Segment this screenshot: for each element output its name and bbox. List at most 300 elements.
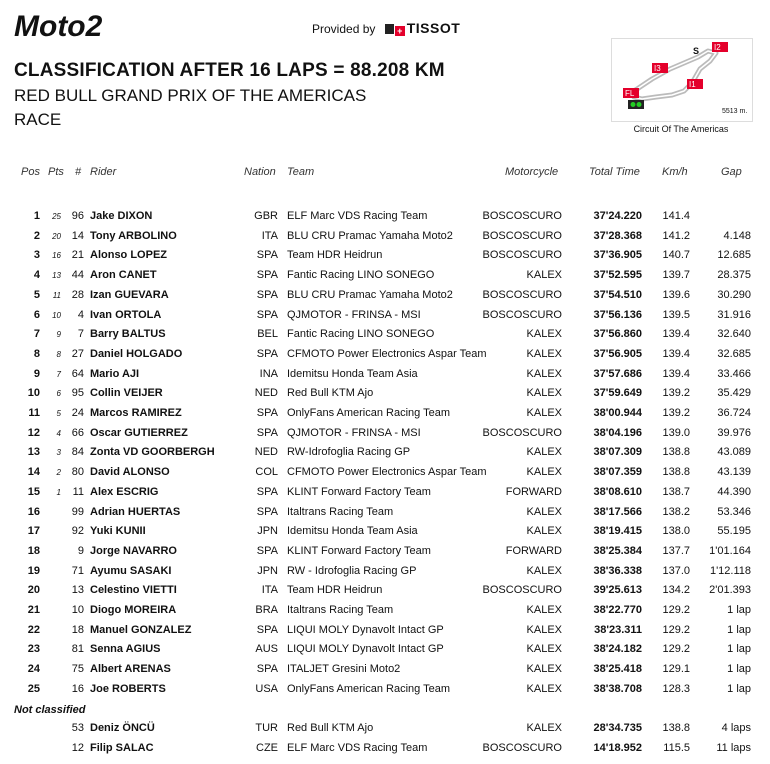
- nation-cell: SPA: [256, 308, 278, 321]
- speed-cell: 139.5: [662, 308, 690, 321]
- speed-cell: 128.3: [662, 682, 690, 695]
- motorcycle-cell: BOSCOSCURO: [482, 229, 562, 242]
- table-header: [0, 166, 770, 180]
- gap-cell: 1'01.164: [709, 544, 751, 557]
- table-row: [0, 427, 770, 446]
- provided-by: Provided by + TISSOT: [312, 20, 461, 36]
- table-row: [0, 663, 770, 682]
- table-row: [0, 624, 770, 643]
- time-cell: 37'56.905: [593, 347, 642, 360]
- team-cell: BLU CRU Pramac Yamaha Moto2: [287, 288, 453, 301]
- svg-text:FL: FL: [625, 89, 635, 98]
- team-cell: Red Bull KTM Ajo: [287, 387, 374, 400]
- speed-cell: 129.1: [662, 663, 690, 676]
- table-row: [0, 446, 770, 465]
- motorcycle-cell: KALEX: [526, 722, 562, 734]
- rider-cell: Celestino VIETTI: [90, 584, 177, 597]
- speed-cell: 138.8: [662, 466, 690, 479]
- rider-cell: Daniel HOLGADO: [90, 347, 183, 360]
- number-cell: 18: [71, 623, 84, 636]
- speed-cell: 138.7: [662, 485, 690, 498]
- time-cell: 38'07.359: [593, 466, 642, 479]
- gap-cell: 43.139: [717, 466, 751, 479]
- sponsor-name: TISSOT: [406, 20, 461, 36]
- gap-cell: 28.375: [717, 269, 751, 282]
- motorcycle-cell: KALEX: [526, 604, 562, 616]
- position-cell: 3: [33, 249, 40, 262]
- motorcycle-cell: BOSCOSCURO: [482, 210, 562, 222]
- points-cell: 20: [52, 231, 61, 241]
- time-cell: 38'08.610: [593, 485, 642, 498]
- gap-cell: 12.685: [717, 249, 751, 262]
- col-rider: Rider: [90, 166, 117, 178]
- team-cell: QJMOTOR - FRINSA - MSI: [287, 308, 421, 321]
- team-cell: BLU CRU Pramac Yamaha Moto2: [287, 229, 453, 242]
- motorcycle-cell: KALEX: [526, 525, 562, 538]
- svg-text:I2: I2: [714, 43, 721, 52]
- gap-cell: 1 lap: [727, 643, 751, 656]
- team-cell: Team HDR Heidrun: [287, 584, 383, 597]
- speed-cell: 139.4: [662, 347, 690, 360]
- motorcycle-cell: BOSCOSCURO: [482, 584, 562, 597]
- number-cell: 28: [71, 288, 84, 301]
- points-cell: 25: [52, 212, 61, 221]
- number-cell: 16: [71, 682, 84, 695]
- points-cell: 4: [56, 428, 61, 438]
- speed-cell: 139.6: [662, 288, 690, 301]
- table-row: [0, 368, 770, 387]
- speed-cell: 139.2: [662, 407, 690, 419]
- table-row: [0, 604, 770, 623]
- time-cell: 38'25.418: [593, 663, 642, 676]
- rider-cell: Izan GUEVARA: [90, 288, 169, 301]
- nation-cell: SPA: [256, 269, 278, 282]
- gap-cell: 1 lap: [727, 623, 751, 636]
- col-team: Team: [287, 166, 315, 178]
- position-cell: 23: [27, 643, 40, 656]
- points-cell: 6: [56, 389, 61, 399]
- gap-cell: 35.429: [717, 387, 751, 400]
- speed-cell: 141.4: [662, 210, 690, 222]
- team-cell: RW - Idrofoglia Racing GP: [287, 564, 417, 577]
- nation-cell: AUS: [255, 643, 278, 656]
- nation-cell: ITA: [261, 229, 278, 242]
- gap-cell: 43.089: [717, 446, 751, 459]
- number-cell: 75: [71, 663, 84, 676]
- nation-cell: JPN: [257, 525, 278, 538]
- gap-cell: 4 laps: [721, 722, 751, 734]
- motorcycle-cell: KALEX: [526, 387, 562, 400]
- col-time: Total Time: [589, 166, 640, 178]
- not-classified-row: [0, 722, 770, 741]
- position-cell: 19: [27, 564, 40, 577]
- nation-cell: COL: [255, 466, 278, 479]
- team-cell: Italtrans Racing Team: [287, 604, 394, 616]
- number-cell: 14: [71, 229, 84, 242]
- team-cell: QJMOTOR - FRINSA - MSI: [287, 426, 421, 439]
- nation-cell: SPA: [256, 249, 278, 262]
- motorcycle-cell: BOSCOSCURO: [482, 426, 562, 439]
- team-cell: Fantic Racing LINO SONEGO: [287, 328, 435, 341]
- time-cell: 38'07.309: [593, 446, 642, 459]
- gap-cell: 1 lap: [727, 663, 751, 676]
- motorcycle-cell: FORWARD: [505, 485, 562, 498]
- rider-cell: Ivan ORTOLA: [90, 308, 162, 321]
- team-cell: Team HDR Heidrun: [287, 249, 383, 262]
- number-cell: 99: [71, 505, 84, 518]
- motorcycle-cell: KALEX: [526, 446, 562, 459]
- motorcycle-cell: KALEX: [526, 328, 562, 341]
- speed-cell: 139.4: [662, 367, 690, 380]
- motorcycle-cell: BOSCOSCURO: [482, 741, 562, 754]
- rider-cell: Ayumu SASAKI: [90, 564, 172, 577]
- position-cell: 21: [27, 604, 40, 616]
- table-row: [0, 348, 770, 367]
- time-cell: 37'54.510: [593, 288, 642, 301]
- number-cell: 95: [71, 387, 84, 400]
- motorcycle-cell: KALEX: [526, 505, 562, 518]
- page-title: CLASSIFICATION AFTER 16 LAPS = 88.208 KM: [14, 60, 445, 81]
- circuit-map: [611, 38, 753, 122]
- position-cell: 8: [33, 347, 40, 360]
- team-cell: Red Bull KTM Ajo: [287, 722, 374, 734]
- nation-cell: USA: [255, 682, 278, 695]
- number-cell: 13: [71, 584, 84, 597]
- number-cell: 81: [71, 643, 84, 656]
- position-cell: 13: [27, 446, 40, 459]
- speed-cell: 115.5: [663, 741, 690, 754]
- nation-cell: NED: [254, 446, 278, 459]
- time-cell: 38'00.944: [593, 407, 642, 419]
- session-name: RACE: [14, 110, 62, 129]
- speed-cell: 137.7: [662, 544, 690, 557]
- table-row: [0, 269, 770, 288]
- rider-cell: Manuel GONZALEZ: [90, 623, 192, 636]
- nation-cell: SPA: [256, 544, 278, 557]
- speed-cell: 134.2: [662, 584, 690, 597]
- nation-cell: SPA: [256, 623, 278, 636]
- rider-cell: Jorge NAVARRO: [90, 544, 177, 557]
- nation-cell: SPA: [256, 663, 278, 676]
- points-cell: 7: [56, 369, 61, 379]
- logo-text: Moto2: [14, 10, 103, 40]
- rider-cell: Joe ROBERTS: [90, 682, 166, 695]
- gap-cell: 55.195: [717, 525, 751, 538]
- nation-cell: BEL: [257, 328, 278, 341]
- time-cell: 37'52.595: [593, 269, 642, 282]
- speed-cell: 137.0: [662, 564, 690, 577]
- speed-cell: 129.2: [662, 623, 690, 636]
- number-cell: 44: [71, 269, 84, 282]
- speed-cell: 138.0: [662, 525, 690, 538]
- table-row: [0, 643, 770, 662]
- nation-cell: SPA: [256, 426, 278, 439]
- speed-cell: 138.2: [662, 505, 690, 518]
- time-cell: 37'57.686: [593, 367, 642, 380]
- position-cell: 2: [33, 229, 40, 242]
- table-row: [0, 683, 770, 702]
- nation-cell: SPA: [256, 288, 278, 301]
- time-cell: 28'34.735: [593, 722, 642, 734]
- table-row: [0, 584, 770, 603]
- rider-cell: Filip SALAC: [90, 741, 154, 754]
- number-cell: 80: [71, 466, 84, 479]
- motorcycle-cell: KALEX: [526, 407, 562, 419]
- col-pos: Pos: [21, 166, 40, 178]
- speed-cell: 138.8: [662, 722, 690, 734]
- tissot-cross-icon: +: [395, 26, 405, 36]
- time-cell: 37'36.905: [593, 249, 642, 262]
- col-nation: Nation: [244, 166, 276, 178]
- rider-cell: Mario AJI: [90, 367, 140, 380]
- table-row: [0, 328, 770, 347]
- nation-cell: SPA: [256, 347, 278, 360]
- nation-cell: SPA: [256, 485, 278, 498]
- team-cell: ELF Marc VDS Racing Team: [287, 210, 428, 222]
- position-cell: 15: [27, 485, 40, 498]
- motorcycle-cell: KALEX: [526, 367, 562, 380]
- col-num: #: [75, 166, 82, 178]
- position-cell: 11: [28, 407, 40, 419]
- team-cell: ELF Marc VDS Racing Team: [287, 741, 428, 754]
- position-cell: 22: [27, 623, 40, 636]
- nation-cell: INA: [259, 367, 278, 380]
- position-cell: 9: [33, 367, 40, 380]
- team-cell: OnlyFans American Racing Team: [287, 682, 451, 695]
- svg-text:I1: I1: [689, 80, 696, 89]
- speed-cell: 139.0: [662, 426, 690, 439]
- number-cell: 84: [71, 446, 84, 459]
- points-cell: 1: [56, 487, 61, 497]
- position-cell: 6: [33, 308, 40, 321]
- tissot-mark-icon: [385, 24, 394, 34]
- team-cell: Idemitsu Honda Team Asia: [287, 525, 418, 538]
- traffic-light-icon: [628, 100, 644, 109]
- col-pts: Pts: [48, 166, 64, 178]
- time-cell: 38'25.384: [593, 544, 642, 557]
- rider-cell: Collin VEIJER: [90, 387, 163, 400]
- position-cell: 1: [33, 210, 40, 222]
- gap-cell: 44.390: [717, 485, 751, 498]
- team-cell: Idemitsu Honda Team Asia: [287, 367, 418, 380]
- position-cell: 16: [27, 505, 40, 518]
- speed-cell: 140.7: [662, 249, 690, 262]
- number-cell: 64: [71, 367, 84, 380]
- rider-cell: Jake DIXON: [90, 210, 153, 222]
- points-cell: 5: [56, 409, 61, 418]
- gap-cell: 2'01.393: [709, 584, 751, 597]
- gap-cell: 1 lap: [727, 604, 751, 616]
- rider-cell: Zonta VD GOORBERGH: [90, 446, 215, 459]
- rider-cell: Yuki KUNII: [90, 525, 146, 538]
- not-classified-label: Not classified: [14, 704, 86, 716]
- time-cell: 38'23.311: [594, 623, 642, 636]
- number-cell: 7: [77, 328, 84, 341]
- rider-cell: Albert ARENAS: [90, 663, 171, 676]
- gap-cell: 53.346: [717, 505, 751, 518]
- table-row: [0, 565, 770, 584]
- rider-cell: Barry BALTUS: [90, 328, 166, 341]
- motorcycle-cell: FORWARD: [505, 544, 562, 557]
- number-cell: 92: [71, 525, 84, 538]
- number-cell: 27: [71, 347, 84, 360]
- motorcycle-cell: BOSCOSCURO: [482, 308, 562, 321]
- points-cell: 9: [56, 330, 61, 340]
- position-cell: 24: [27, 663, 40, 676]
- motorcycle-cell: KALEX: [526, 623, 562, 636]
- number-cell: 96: [71, 210, 84, 222]
- gap-cell: 31.916: [717, 308, 751, 321]
- number-cell: 66: [71, 426, 84, 439]
- motorcycle-cell: KALEX: [526, 466, 562, 479]
- table-row: [0, 210, 770, 229]
- table-row: [0, 230, 770, 249]
- position-cell: 17: [27, 525, 40, 538]
- team-cell: ITALJET Gresini Moto2: [287, 663, 401, 676]
- gap-cell: 1 lap: [727, 682, 751, 695]
- position-cell: 10: [27, 387, 40, 400]
- position-cell: 12: [27, 426, 40, 439]
- gap-cell: 30.290: [717, 288, 751, 301]
- team-cell: LIQUI MOLY Dynavolt Intact GP: [287, 623, 444, 636]
- position-cell: 4: [33, 269, 40, 282]
- nation-cell: NED: [254, 387, 278, 400]
- event-name: RED BULL GRAND PRIX OF THE AMERICAS: [14, 86, 367, 105]
- not-classified-row: [0, 742, 770, 761]
- rider-cell: Tony ARBOLINO: [90, 229, 177, 242]
- nation-cell: BRA: [255, 604, 278, 616]
- nation-cell: CZE: [256, 741, 278, 754]
- svg-text:I3: I3: [654, 64, 661, 73]
- gap-cell: 32.640: [717, 328, 751, 341]
- svg-text:5513 m.: 5513 m.: [722, 108, 748, 115]
- rider-cell: Adrian HUERTAS: [90, 505, 181, 518]
- position-cell: 20: [27, 584, 40, 597]
- number-cell: 11: [72, 485, 84, 498]
- number-cell: 4: [77, 308, 84, 321]
- gap-cell: 11 laps: [716, 741, 751, 754]
- team-cell: Italtrans Racing Team: [287, 505, 394, 518]
- table-row: [0, 289, 770, 308]
- team-cell: Fantic Racing LINO SONEGO: [287, 269, 435, 282]
- speed-cell: 139.2: [662, 387, 690, 400]
- table-row: [0, 309, 770, 328]
- points-cell: 16: [52, 251, 61, 261]
- col-motorcycle: Motorcycle: [505, 166, 559, 178]
- number-cell: 24: [71, 407, 84, 419]
- rider-cell: Aron CANET: [90, 269, 157, 282]
- team-cell: KLINT Forward Factory Team: [287, 544, 431, 557]
- number-cell: 10: [71, 604, 84, 616]
- nation-cell: SPA: [256, 505, 278, 518]
- team-cell: LIQUI MOLY Dynavolt Intact GP: [287, 643, 444, 656]
- time-cell: 37'56.136: [593, 308, 642, 321]
- table-row: [0, 249, 770, 268]
- position-cell: 14: [27, 466, 40, 479]
- time-cell: 37'24.220: [593, 210, 642, 222]
- gap-cell: 4.148: [723, 229, 751, 242]
- time-cell: 38'38.708: [593, 682, 642, 695]
- rider-cell: David ALONSO: [90, 466, 170, 479]
- nation-cell: JPN: [257, 564, 278, 577]
- speed-cell: 129.2: [662, 643, 690, 656]
- position-cell: 7: [33, 328, 40, 341]
- points-cell: 13: [52, 271, 61, 281]
- rider-cell: Marcos RAMIREZ: [90, 407, 182, 419]
- motorcycle-cell: KALEX: [526, 663, 562, 676]
- table-row: [0, 486, 770, 505]
- time-cell: 38'04.196: [593, 426, 642, 439]
- team-cell: CFMOTO Power Electronics Aspar Team: [287, 466, 487, 479]
- time-cell: 38'19.415: [593, 525, 642, 538]
- gap-cell: 36.724: [717, 407, 751, 419]
- nation-cell: GBR: [254, 210, 278, 222]
- motorcycle-cell: KALEX: [526, 269, 562, 282]
- gap-cell: 33.466: [717, 367, 751, 380]
- time-cell: 38'22.770: [593, 604, 642, 616]
- number-cell: 71: [71, 564, 84, 577]
- table-row: [0, 387, 770, 406]
- team-cell: KLINT Forward Factory Team: [287, 485, 431, 498]
- motorcycle-cell: KALEX: [526, 347, 562, 360]
- number-cell: 53: [71, 722, 84, 734]
- col-kmh: Km/h: [662, 166, 688, 178]
- time-cell: 38'17.566: [593, 505, 642, 518]
- table-row: [0, 407, 770, 426]
- team-cell: RW-Idrofoglia Racing GP: [287, 446, 411, 459]
- time-cell: 37'28.368: [593, 229, 642, 242]
- gap-cell: 32.685: [717, 347, 751, 360]
- table-row: [0, 466, 770, 485]
- rider-cell: Alonso LOPEZ: [90, 249, 167, 262]
- number-cell: 9: [77, 544, 84, 557]
- time-cell: 39'25.613: [593, 584, 642, 597]
- number-cell: 21: [71, 249, 84, 262]
- speed-cell: 138.8: [662, 446, 690, 459]
- speed-cell: 139.4: [662, 328, 690, 341]
- points-cell: 2: [56, 468, 61, 478]
- col-gap: Gap: [721, 166, 742, 178]
- rider-cell: Alex ESCRIG: [90, 485, 159, 498]
- nation-cell: SPA: [256, 407, 278, 419]
- position-cell: 18: [27, 544, 40, 557]
- gap-cell: 1'12.118: [709, 564, 751, 577]
- motorcycle-cell: KALEX: [526, 564, 562, 577]
- speed-cell: 139.7: [662, 269, 690, 282]
- team-cell: OnlyFans American Racing Team: [287, 407, 451, 419]
- rider-cell: Deniz ÖNCÜ: [90, 722, 155, 734]
- table-row: [0, 545, 770, 564]
- gap-cell: 39.976: [717, 426, 751, 439]
- rider-cell: Diogo MOREIRA: [90, 604, 177, 616]
- time-cell: 14'18.952: [593, 741, 642, 754]
- table-row: [0, 506, 770, 525]
- moto2-logo: [14, 10, 164, 45]
- motorcycle-cell: BOSCOSCURO: [482, 249, 562, 262]
- position-cell: 25: [27, 682, 40, 695]
- motorcycle-cell: KALEX: [526, 682, 562, 695]
- nation-cell: ITA: [261, 584, 278, 597]
- points-cell: 11: [52, 290, 61, 300]
- rider-cell: Oscar GUTIERREZ: [90, 426, 188, 439]
- rider-cell: Senna AGIUS: [90, 643, 161, 656]
- points-cell: 8: [56, 349, 61, 359]
- time-cell: 38'24.182: [593, 643, 642, 656]
- points-cell: 10: [52, 310, 61, 320]
- table-row: [0, 525, 770, 544]
- speed-cell: 141.2: [662, 229, 690, 242]
- nation-cell: TUR: [255, 722, 278, 734]
